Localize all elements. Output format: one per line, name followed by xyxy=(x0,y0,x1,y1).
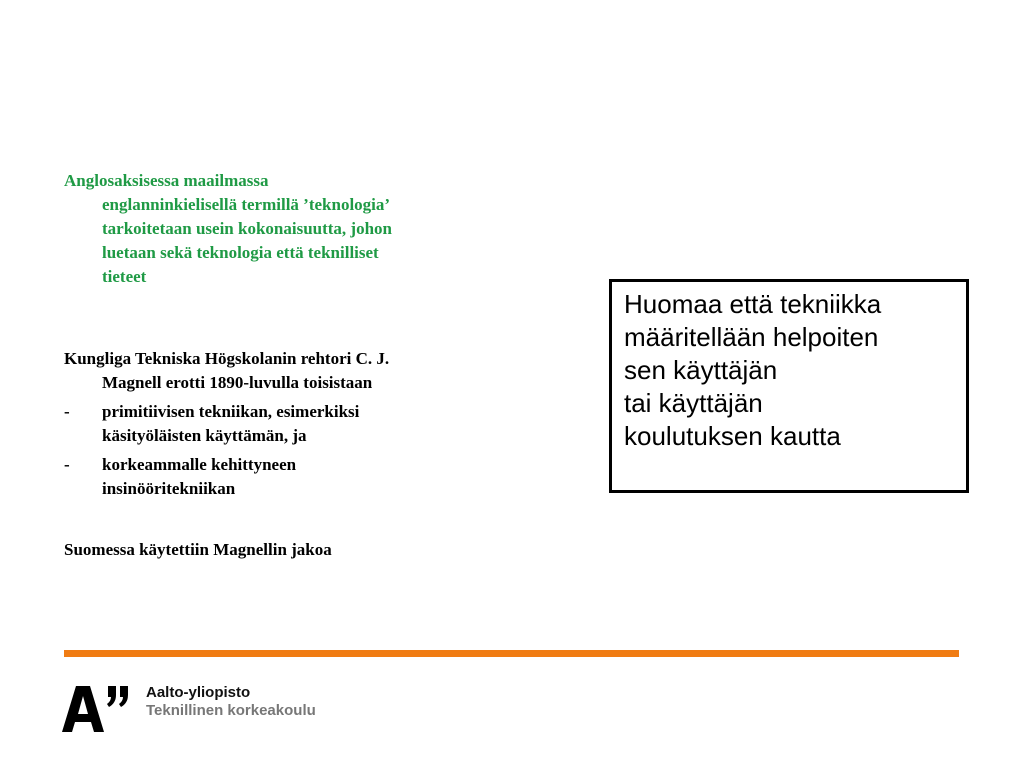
school-name: Teknillinen korkeakoulu xyxy=(146,702,316,719)
callout-line: sen käyttäjän xyxy=(624,355,778,385)
callout-box xyxy=(609,279,969,493)
closing-paragraph: Suomessa käytettiin Magnellin jakoa xyxy=(64,540,332,559)
magnell-paragraph xyxy=(64,347,514,501)
callout-line: tai käyttäjän xyxy=(624,388,763,418)
bullet-item-advanced: - korkeammalle kehittyneen insinööritekniikan xyxy=(64,455,297,498)
callout-line: määritellään helpoiten xyxy=(624,322,879,352)
aalto-logo-icon xyxy=(62,684,132,732)
bullet-item-primitive: - primitiivisen tekniikan, esimerkiksi käsityöläisten käyttämän, ja xyxy=(64,402,360,445)
callout-line: Huomaa että tekniikka xyxy=(624,289,882,319)
footer-divider xyxy=(64,650,959,657)
bullet-dash: - xyxy=(64,402,70,421)
university-name-block xyxy=(146,684,316,720)
bullet-dash: - xyxy=(64,455,70,474)
magnell-intro-text: Kungliga Tekniska Högskolanin rehtori C. J. Magnell erotti 1890-luvulla toisistaan xyxy=(64,349,390,392)
callout-line: koulutuksen kautta xyxy=(624,421,841,451)
green-intro-text: Anglosaksisessa maailmassa englanninkielisellä termillä ’teknologia’ tarkoitetaan usein kokonaisuutta, johon luetaan sekä teknologia että teknilliset tieteet xyxy=(64,171,393,286)
green-intro-paragraph xyxy=(64,169,504,289)
university-name: Aalto-yliopisto xyxy=(146,684,251,701)
